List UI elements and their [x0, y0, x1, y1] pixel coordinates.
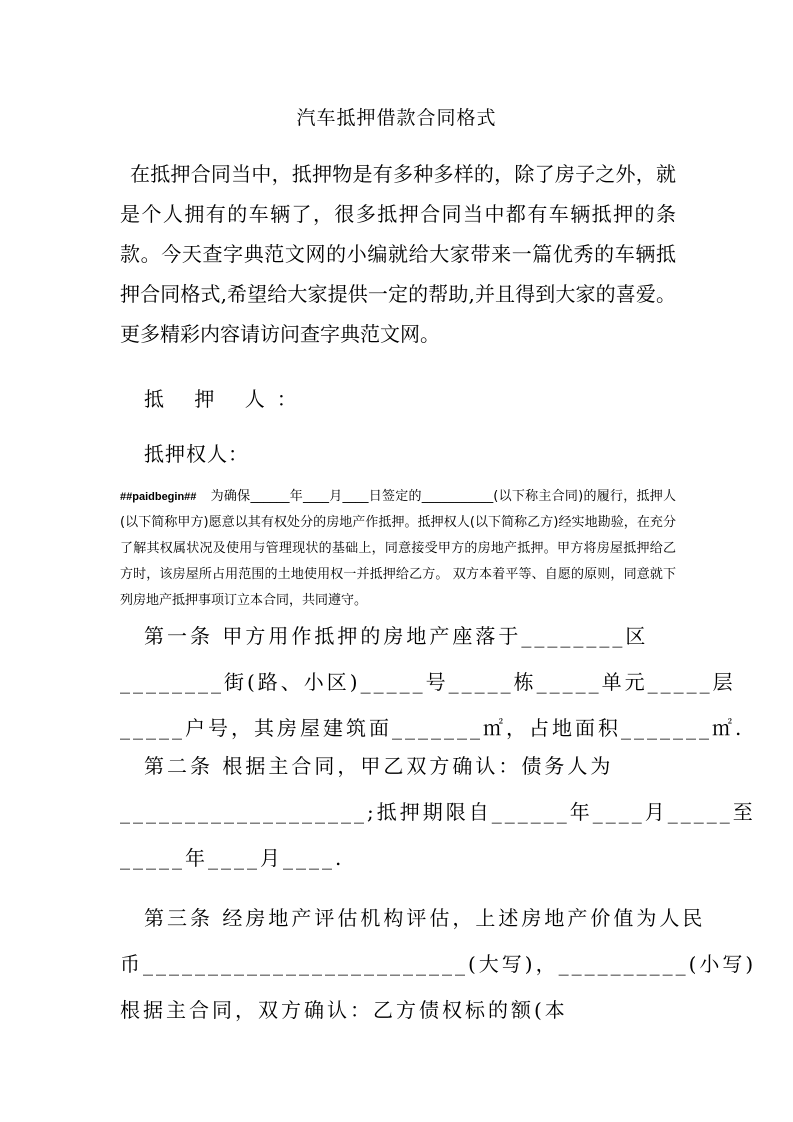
blank-field: _____	[647, 670, 713, 694]
blank-field: _______	[392, 716, 483, 740]
article-1-line-2	[120, 659, 736, 705]
blank-field: _____	[536, 670, 602, 694]
article-text: 年	[569, 800, 593, 824]
preamble-text: (以下称主合同)的履行，抵押人(以下简称甲方)愿意以其有权处分的房地产作抵押。抵押权人(以下简称乙方)经实地勘验，在充分了解其权属状况及使用与管理现状的基础上，同意接受甲方的房地产抵押。甲方将房屋抵押给乙方时，该房屋所占用范围的土地使用权一并抵押给乙方。 双方本着平等、自愿的原则，同意就下列房地产抵押事项订立本合同，共同遵守。	[120, 489, 676, 608]
article-text: 区	[625, 624, 649, 648]
article-text: 号	[425, 670, 449, 694]
blank-field: ____	[302, 489, 329, 504]
blank-field: _____	[360, 670, 426, 694]
document-title: 汽车抵押借款合同格式	[296, 107, 497, 129]
article-text: (小写)	[688, 952, 757, 976]
article-text: 户号，其房屋建筑面	[185, 716, 392, 740]
article-text: (大写)，	[468, 952, 559, 976]
blank-field: ______	[250, 489, 290, 504]
blank-field: ___________________	[120, 800, 367, 824]
article-3-line-1	[120, 895, 706, 941]
blank-field: _____	[448, 670, 514, 694]
article-2	[120, 743, 756, 881]
blank-field: ________	[521, 624, 626, 648]
article-text: 年	[185, 846, 208, 870]
article-text: 单元	[601, 670, 648, 694]
paid-begin-tag: ##paidbegin##	[120, 491, 197, 503]
blank-field: __________	[558, 952, 689, 976]
article-text: 第三条 经房地产评估机构评估，上述房地产价值为人民	[144, 906, 706, 930]
article-text: .	[335, 846, 345, 870]
article-text: ㎡，占地面积	[483, 716, 621, 740]
article-3-line-2	[120, 941, 757, 987]
preamble-paragraph	[120, 484, 676, 614]
article-2-line-3	[120, 835, 676, 881]
article-text: 月	[260, 846, 283, 870]
article-text: 层	[712, 670, 736, 694]
blank-field: _________________________	[143, 952, 468, 976]
blank-field: _____	[667, 800, 733, 824]
mortgagor-label: 抵 押 人：	[144, 387, 309, 411]
blank-field: _____	[120, 846, 185, 870]
article-text: 栋	[513, 670, 537, 694]
preamble-text: 月	[328, 489, 343, 504]
blank-field: ____	[592, 800, 645, 824]
article-1	[120, 613, 745, 751]
preamble-text: 日签定的	[368, 489, 422, 504]
article-3-line-3	[120, 987, 676, 1033]
article-3	[120, 895, 757, 1033]
article-text: 根据主合同，双方确认：乙方债权标的额(本	[120, 998, 568, 1022]
blank-field: ____	[342, 489, 369, 504]
blank-field: _____	[120, 716, 185, 740]
article-1-line-1	[120, 613, 676, 659]
blank-field: ___________	[421, 489, 494, 504]
blank-field: _______	[621, 716, 712, 740]
blank-field: ________	[120, 670, 224, 694]
article-text: 至	[732, 800, 756, 824]
blank-field: ____	[283, 846, 335, 870]
article-2-line-2	[120, 789, 756, 835]
article-text: 第一条 甲方用作抵押的房地产座落于	[144, 624, 522, 648]
mortgagee-label: 抵押权人：	[144, 442, 249, 466]
article-text: 第二条 根据主合同，甲乙双方确认：债务人为	[144, 754, 614, 778]
intro-paragraph: 在抵押合同当中，抵押物是有多种多样的，除了房子之外，就是个人拥有的车辆了，很多抵押合同当中都有车辆抵押的条款。今天查字典范文网的小编就给大家带来一篇优秀的车辆抵押合同格式,希望给大家提供一定的帮助,并且得到大家的喜爱。更多精彩内容请访问查字典范文网。	[120, 162, 676, 346]
article-text: ;抵押期限自	[367, 800, 492, 824]
article-text: 币	[120, 952, 143, 976]
blank-field: ____	[208, 846, 260, 870]
preamble-text: 为确保	[210, 489, 251, 504]
article-2-line-1	[120, 743, 676, 789]
blank-field: ______	[491, 800, 570, 824]
preamble-text: 年	[289, 489, 303, 504]
article-text: ㎡.	[712, 716, 745, 740]
article-text: 街(路、小区)	[224, 670, 361, 694]
article-text: 月	[644, 800, 668, 824]
